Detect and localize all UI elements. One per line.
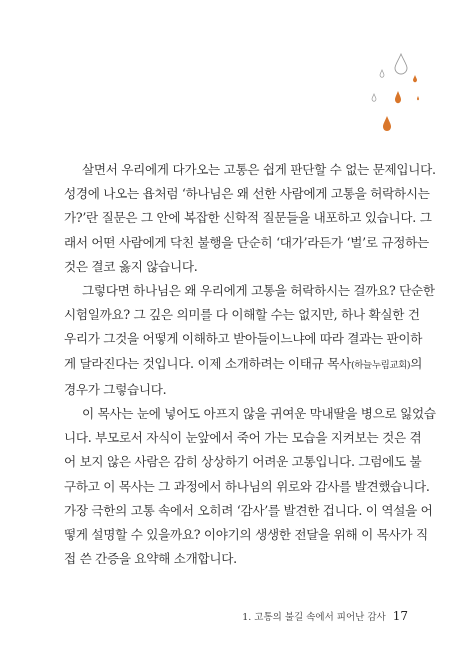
- paragraph-1: [64, 158, 436, 279]
- drop-orange-medium: [395, 91, 401, 103]
- text-line: 떻게 설명할 수 있을까요? 이야기의 생생한 전달을 위해 이 목사가 직: [64, 527, 428, 543]
- text-line: 것은 결코 옳지 않습니다.: [64, 258, 198, 274]
- text-line: 성경에 나오는 욥처럼 ‘하나님은 왜 선한 사람에게 고통을 허락하시는: [64, 186, 430, 202]
- text-line: 어 보지 않은 사람은 감히 상상하기 어려운 고통입니다. 그럼에도 불: [64, 454, 422, 470]
- text-line: [64, 352, 423, 378]
- text-line: 경우가 그렇습니다.: [64, 381, 167, 397]
- text-line: 접 쓴 간증을 요약해 소개합니다.: [64, 551, 237, 567]
- drop-outline-small-2: [372, 94, 376, 101]
- text-segment: 의: [410, 355, 423, 371]
- page-footer: [242, 609, 408, 623]
- body-text: [64, 158, 436, 571]
- page-number: 17: [392, 609, 408, 623]
- text-line: 살면서 우리에게 다가오는 고통은 쉽게 판단할 수 없는 문제입니다.: [82, 162, 436, 177]
- text-line: 시험일까요? 그 깊은 의미를 다 이해할 수는 없지만, 하나 확실한 건: [64, 307, 420, 323]
- text-line: 구하고 이 목사는 그 과정에서 하나님의 위로와 감사를 발견했습니다.: [64, 478, 430, 494]
- paragraph-3: [64, 402, 436, 571]
- text-line: 가?’란 질문은 그 안에 복잡한 신학적 질문들을 내포하고 있습니다. 그: [64, 210, 432, 226]
- chapter-title: 1. 고통의 불길 속에서 피어난 감사: [242, 612, 386, 623]
- drop-orange-large: [383, 116, 391, 131]
- text-line: 니다. 부모로서 자식이 눈앞에서 죽어 가는 모습을 지켜보는 것은 겪: [64, 430, 422, 446]
- text-line: 래서 어떤 사람에게 닥친 불행을 단순히 ‘대가’라든가 ‘벌’로 규정하는: [64, 234, 429, 250]
- text-line: 이 목사는 눈에 넣어도 아프지 않을 귀여운 막내딸을 병으로 잃었습: [82, 406, 436, 422]
- drop-orange-small-1: [413, 75, 417, 82]
- paragraph-2: [64, 279, 435, 402]
- text-line: 가장 극한의 고통 속에서 오히려 ‘감사’를 발견한 겁니다. 이 역설을 어: [64, 502, 433, 518]
- water-drops-icon: [355, 40, 435, 140]
- drop-outline-small-1: [380, 70, 384, 77]
- text-line: 그렇다면 하나님은 왜 우리에게 고통을 허락하시는 걸까요? 단순한: [82, 283, 435, 299]
- drop-outline-large: [395, 54, 407, 74]
- church-name-small: (하늘누림교회): [350, 359, 411, 371]
- text-line: 우리가 그것을 어떻게 이해하고 받아들이느냐에 따라 결과는 판이하: [64, 331, 423, 347]
- text-segment: 게 달라진다는 것입니다. 이제 소개하려는 이태규 목사: [64, 355, 351, 371]
- drop-orange-tiny: [417, 96, 419, 100]
